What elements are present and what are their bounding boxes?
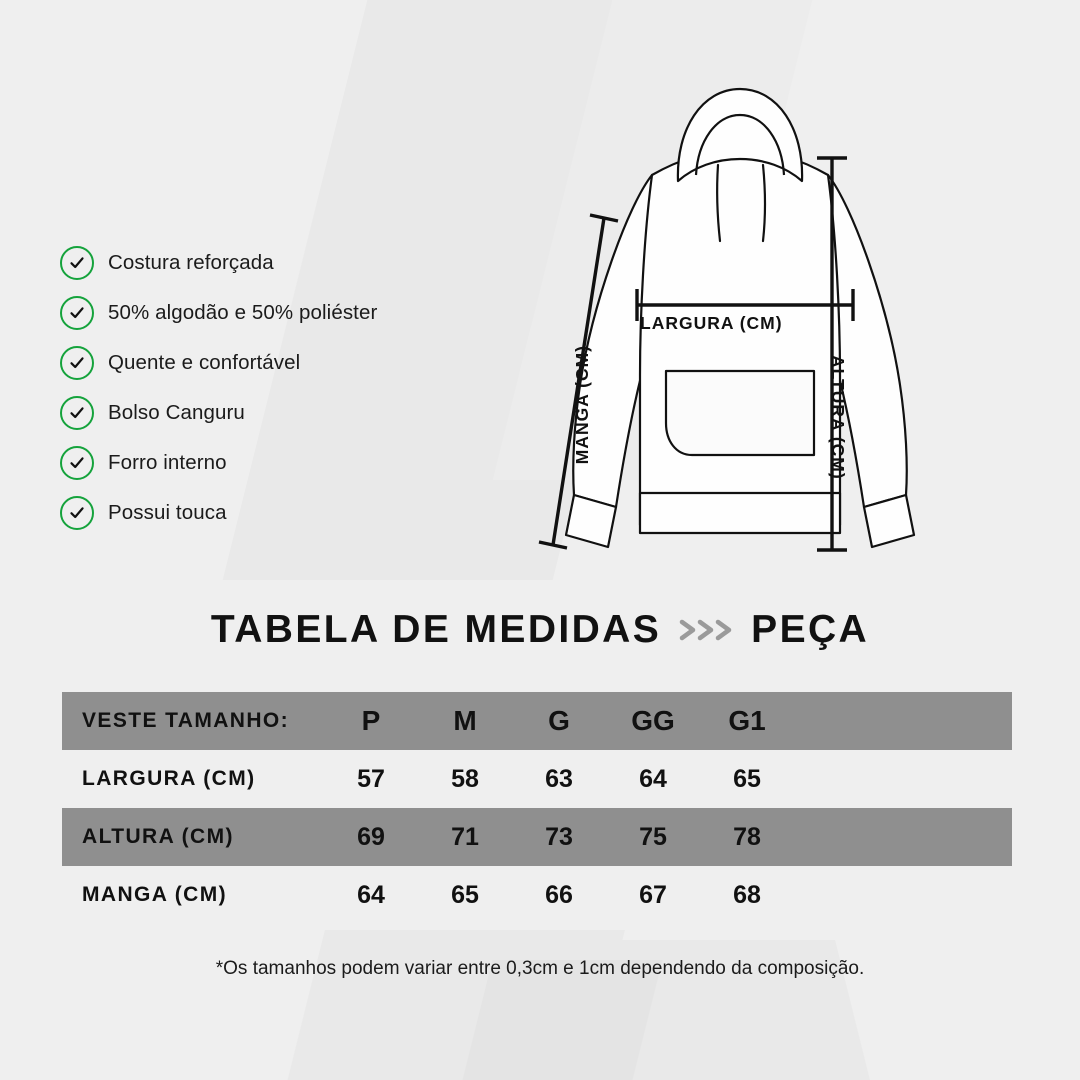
feature-label: Forro interno (108, 451, 227, 474)
list-item (60, 338, 480, 388)
page-title (0, 608, 1080, 652)
feature-label: 50% algodão e 50% poliéster (108, 301, 378, 324)
table-row-header (62, 692, 1012, 750)
row-value: 64 (357, 880, 385, 909)
row-value: 73 (545, 822, 573, 851)
list-item (60, 288, 480, 338)
feature-label: Costura reforçada (108, 251, 274, 274)
row-label: MANGA (CM) (82, 883, 228, 906)
row-value: 78 (733, 822, 761, 851)
row-label: ALTURA (CM) (82, 825, 234, 848)
features-list (60, 238, 480, 538)
row-value: 65 (733, 764, 761, 793)
table-header-size: G1 (728, 705, 766, 736)
table-header-size: M (453, 705, 477, 736)
largura-dimension-label: LARGURA (CM) (640, 313, 783, 333)
measurements-table (62, 692, 1012, 924)
check-icon (60, 396, 94, 430)
row-value: 68 (733, 880, 761, 909)
row-value: 69 (357, 822, 385, 851)
title-left: TABELA DE MEDIDAS (210, 608, 662, 651)
hoodie-diagram (520, 55, 960, 585)
row-value: 57 (357, 764, 385, 793)
check-icon (60, 346, 94, 380)
list-item (60, 388, 480, 438)
feature-label: Possui touca (108, 501, 227, 524)
check-icon (60, 246, 94, 280)
row-value: 64 (639, 764, 667, 793)
footnote: *Os tamanhos podem variar entre 0,3cm e 1cm dependendo da composição. (215, 958, 865, 979)
feature-label: Quente e confortável (108, 351, 301, 374)
row-value: 71 (451, 822, 479, 851)
row-value: 58 (451, 764, 479, 793)
check-icon (60, 446, 94, 480)
table-row (62, 750, 1012, 808)
title-right: PEÇA (751, 608, 870, 651)
table-row (62, 808, 1012, 866)
triple-chevron-right-icon (677, 617, 735, 643)
feature-label: Bolso Canguru (108, 401, 245, 424)
row-value: 67 (639, 880, 667, 909)
table-row (62, 866, 1012, 924)
row-value: 65 (451, 880, 479, 909)
list-item (60, 238, 480, 288)
table-header-label: VESTE TAMANHO: (82, 709, 290, 732)
row-value: 66 (545, 880, 573, 909)
list-item (60, 488, 480, 538)
row-value: 63 (545, 764, 573, 793)
list-item (60, 438, 480, 488)
check-icon (60, 496, 94, 530)
altura-dimension-label: ALTURA (CM) (828, 355, 848, 480)
row-label: LARGURA (CM) (82, 767, 256, 790)
table-header-size: GG (631, 705, 675, 736)
table-header-size: P (361, 705, 381, 736)
row-value: 75 (639, 822, 667, 851)
manga-dimension-label: MANGA (CM) (572, 345, 592, 465)
check-icon (60, 296, 94, 330)
table-header-size: G (548, 705, 570, 736)
